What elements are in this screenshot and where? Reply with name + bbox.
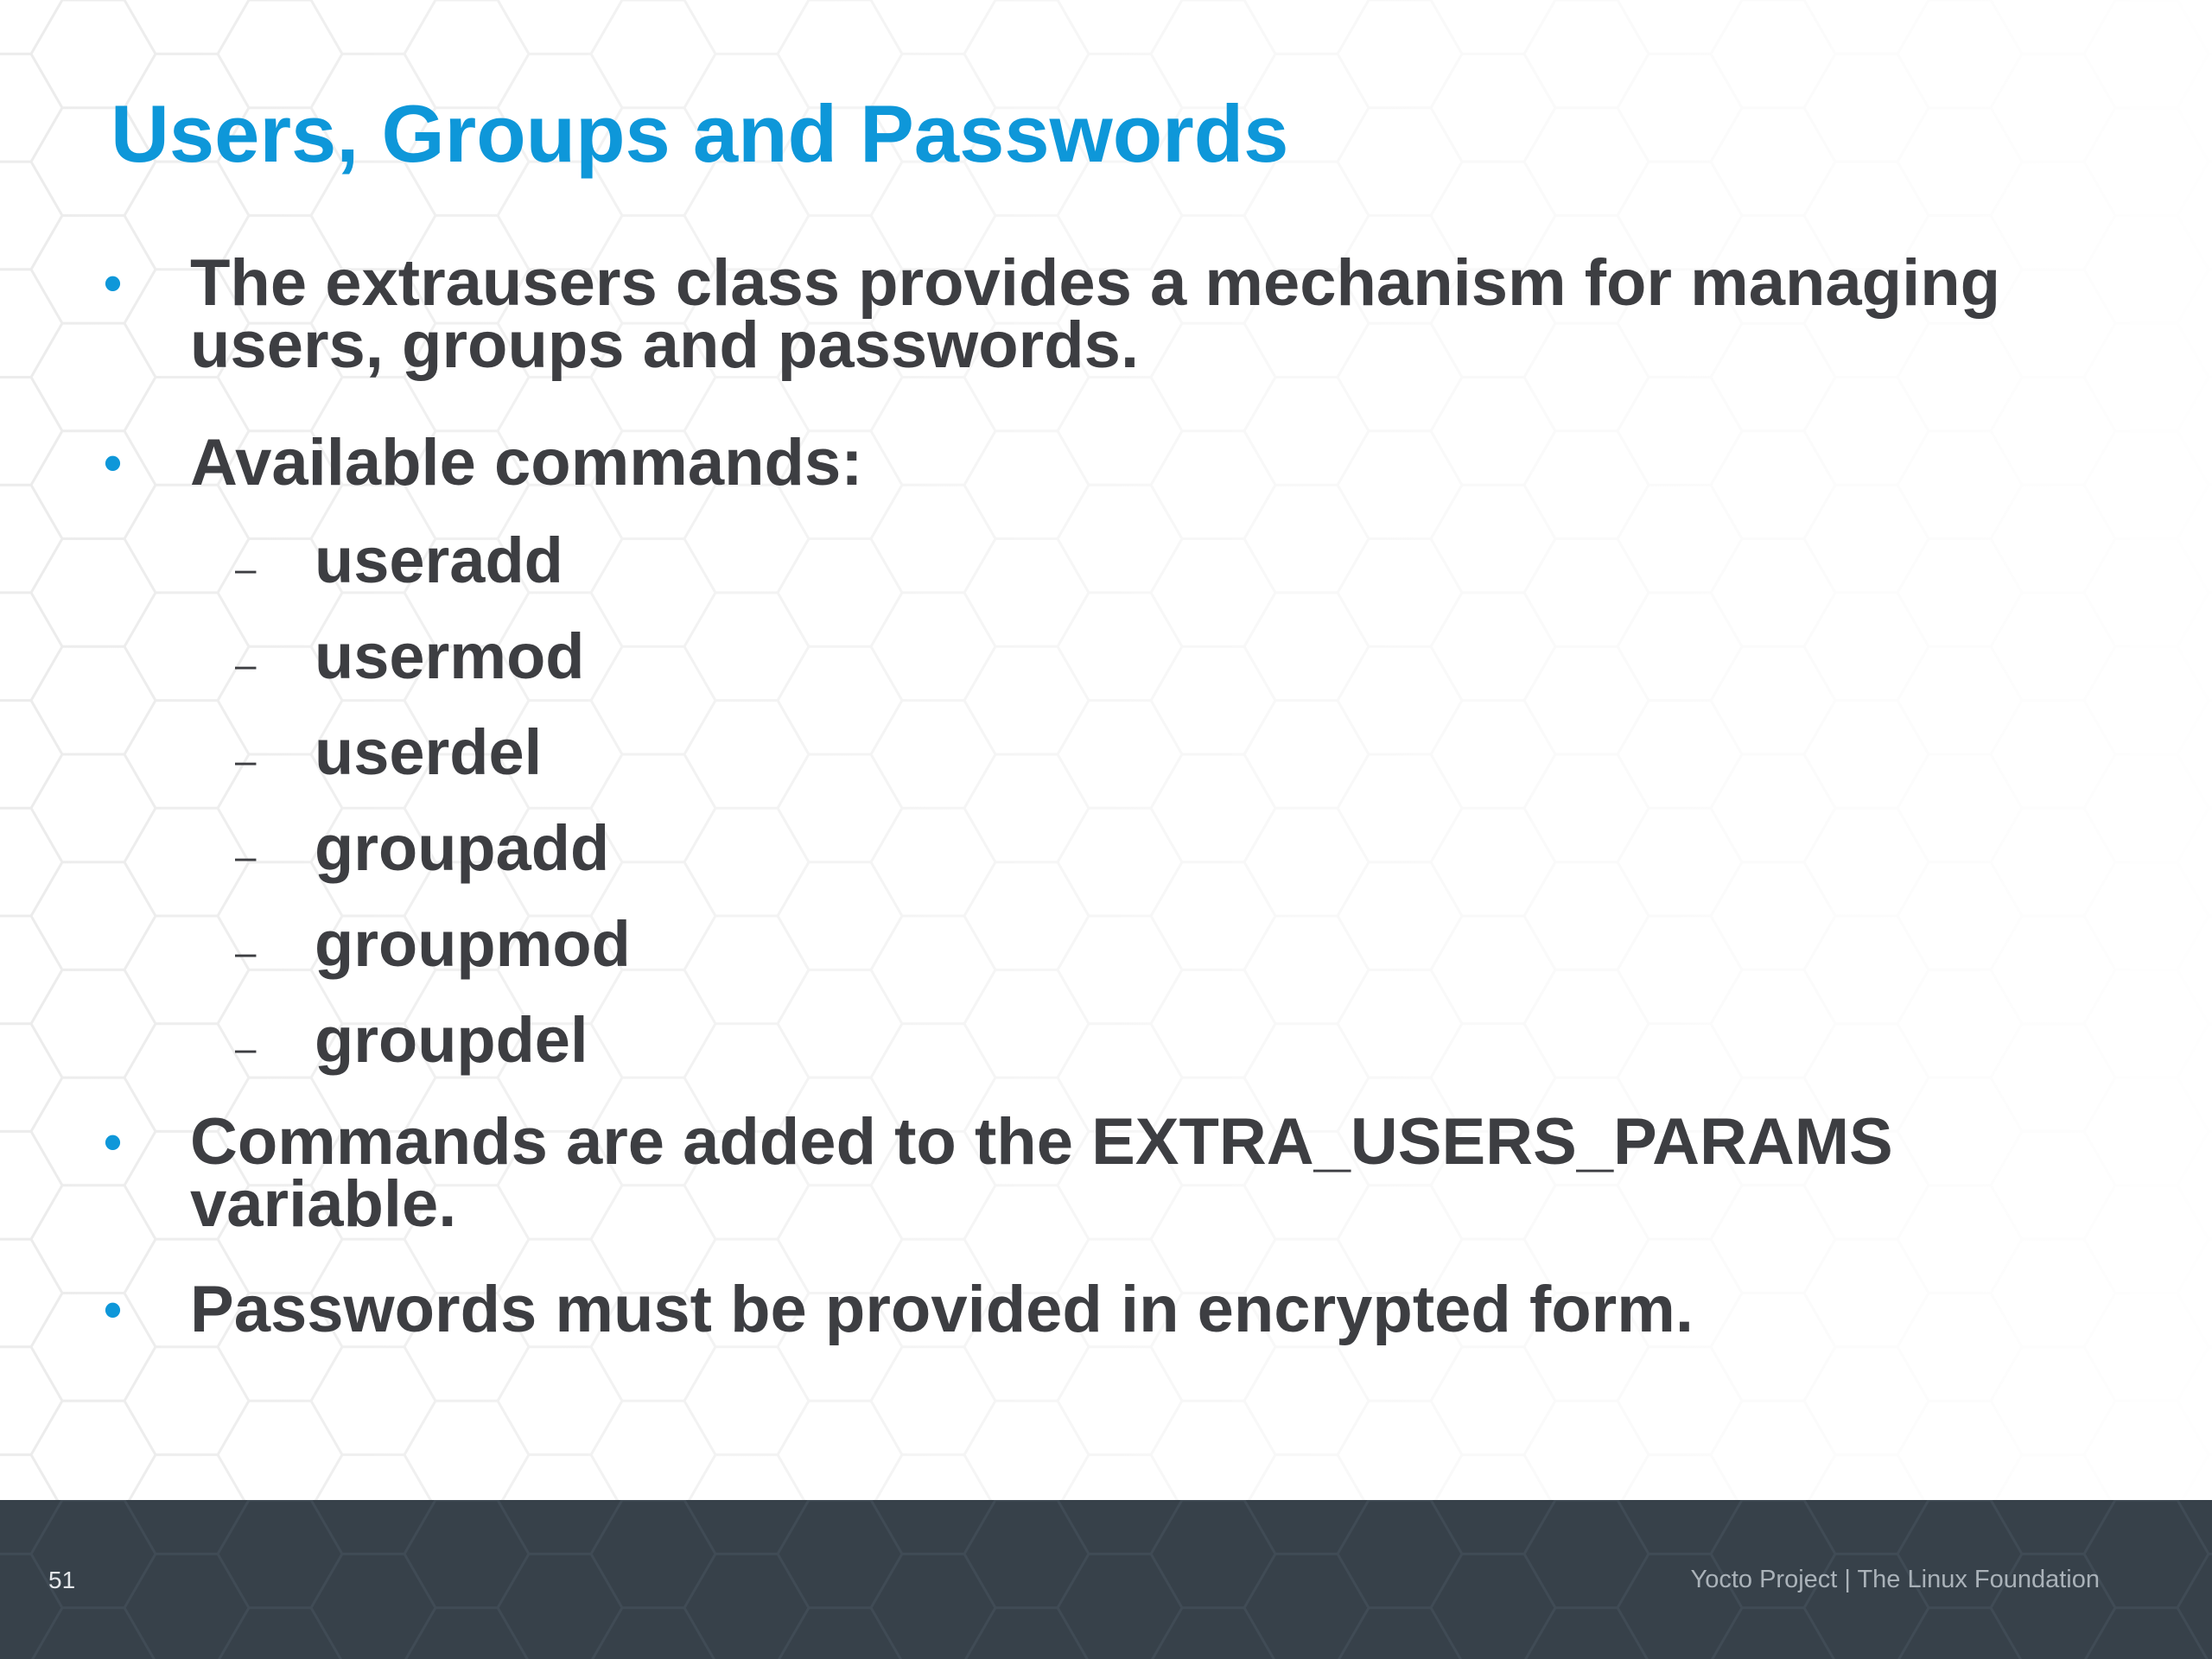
sub-item-text: groupdel [315, 1004, 588, 1076]
bullet-extra-users-params-continued [104, 1167, 2091, 1241]
bullet-marker: • [104, 254, 123, 312]
bullet-text-line: Available commands: [190, 426, 863, 499]
bullet-marker: • [104, 1281, 123, 1338]
bullet-extrausers-class-continued [104, 308, 2091, 382]
sub-item-marker: – [235, 548, 257, 590]
slide-title: Users, Groups and Passwords [111, 88, 1289, 179]
sub-item-groupadd [235, 810, 2050, 887]
sub-item-marker: – [235, 836, 257, 878]
bullet-encrypted-passwords [104, 1273, 2091, 1346]
sub-item-useradd [235, 522, 2050, 600]
sub-item-marker: – [235, 644, 257, 686]
bullet-marker: • [104, 434, 123, 492]
bullet-text-line: variable. [190, 1167, 457, 1241]
bullet-available-commands [104, 426, 2091, 499]
sub-item-text: useradd [315, 524, 563, 596]
footer-credit: Yocto Project | The Linux Foundation [1690, 1566, 2100, 1593]
sub-item-marker: – [235, 740, 257, 782]
sub-item-text: groupmod [315, 908, 631, 980]
sub-item-text: groupadd [315, 812, 610, 884]
bullet-text-line: The extrausers class provides a mechanism for managing [190, 246, 2001, 320]
bullet-extra-users-params [104, 1105, 2091, 1179]
bullet-text-line: users, groups and passwords. [190, 308, 1140, 382]
slide-number: 51 [48, 1567, 76, 1593]
sub-item-text: usermod [315, 620, 585, 692]
bullet-extrausers-class [104, 246, 2091, 320]
bullet-text-line: Passwords must be provided in encrypted form. [190, 1273, 1694, 1346]
sub-item-marker: – [235, 931, 257, 974]
sub-item-text: userdel [315, 716, 543, 788]
sub-item-userdel [235, 714, 2050, 791]
bullet-text-line: Commands are added to the EXTRA_USERS_PARAMS [190, 1105, 1893, 1179]
sub-item-marker: – [235, 1027, 257, 1070]
bullet-marker: • [104, 1113, 123, 1171]
sub-item-usermod [235, 618, 2050, 696]
footer-bar [0, 1500, 2212, 1659]
sub-item-groupdel [235, 1001, 2050, 1079]
sub-item-groupmod [235, 906, 2050, 983]
